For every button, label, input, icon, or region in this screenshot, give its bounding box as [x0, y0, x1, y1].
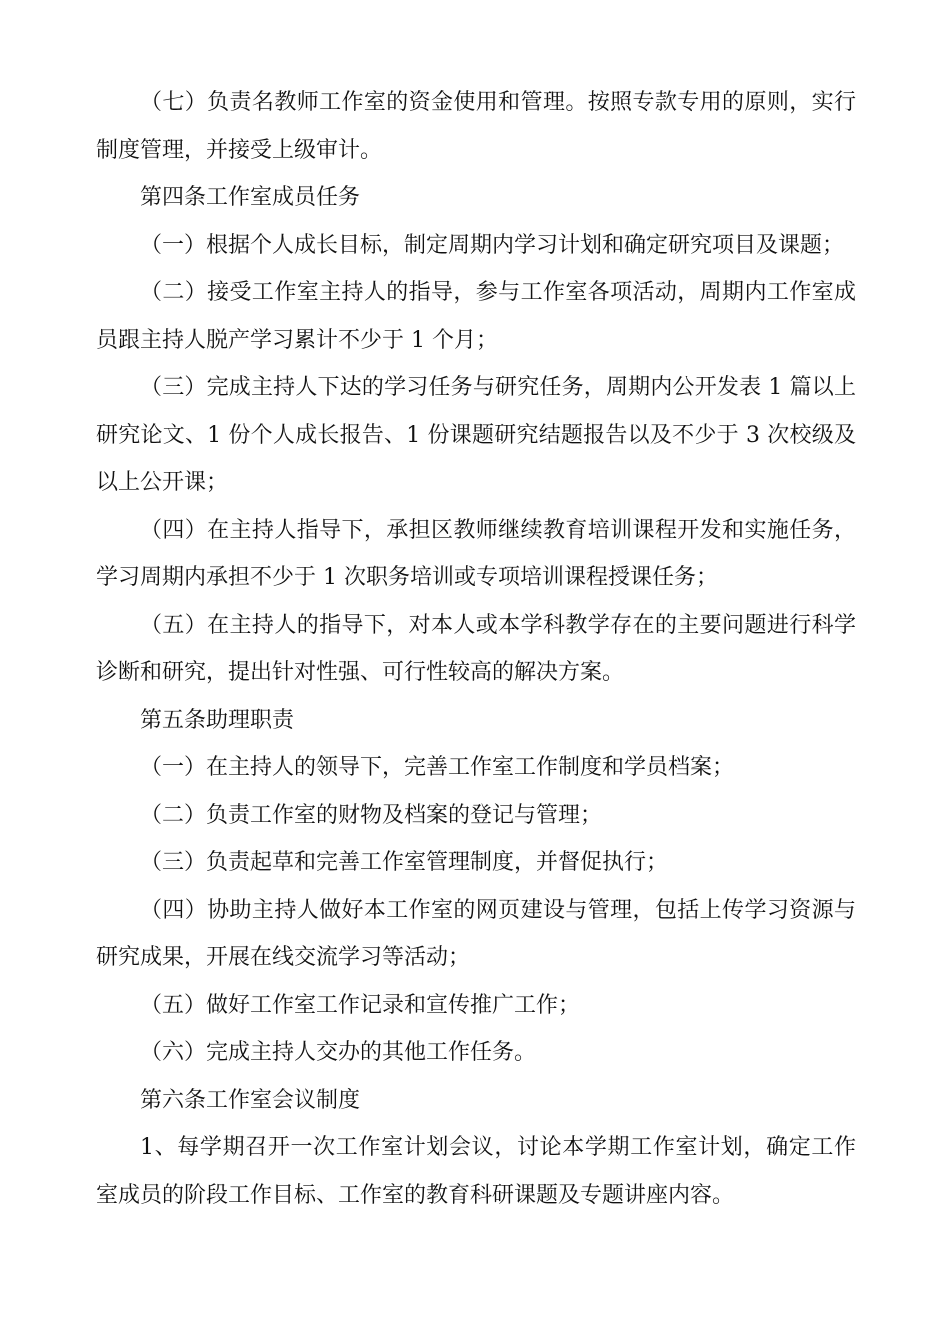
paragraph-member-task-2: （二）接受工作室主持人的指导，参与工作室各项活动，周期内工作室成员跟主持人脱产学习累计不少于 1 个月；	[96, 280, 856, 353]
paragraph-assistant-duty-4: （四）协助主持人做好本工作室的网页建设与管理，包括上传学习资源与研究成果，开展在线交流学习等活动；	[96, 897, 856, 970]
paragraph-meeting-rule-1: 1、每学期召开一次工作室计划会议，讨论本学期工作室计划，确定工作室成员的阶段工作目标、工作室的教育科研课题及专题讲座内容。	[96, 1135, 856, 1208]
paragraph-member-task-5: （五）在主持人的指导下，对本人或本学科教学存在的主要问题进行科学诊断和研究，提出针对性强、可行性较高的解决方案。	[96, 612, 856, 685]
paragraph-assistant-duty-2: （二）负责工作室的财物及档案的登记与管理；	[140, 802, 603, 828]
paragraph-assistant-duty-6: （六）完成主持人交办的其他工作任务。	[140, 1040, 537, 1065]
heading-article-6-meeting-system: 第六条工作室会议制度	[140, 1087, 361, 1113]
document-page	[96, 79, 856, 1219]
heading-article-5-assistant-duties: 第五条助理职责	[140, 707, 295, 733]
heading-article-4-member-tasks: 第四条工作室成员任务	[140, 185, 361, 210]
paragraph-member-task-3: （三）完成主持人下达的学习任务与研究任务，周期内公开发表 1 篇以上研究论文、1 份个人成长报告、1 份课题研究结题报告以及不少于 3 次校级及以上公开课；	[96, 375, 856, 495]
paragraph-member-task-4: （四）在主持人指导下，承担区教师继续教育培训课程开发和实施任务，学习周期内承担不少于 1 次职务培训或专项培训课程授课任务；	[96, 517, 856, 590]
paragraph-member-task-1: （一）根据个人成长目标，制定周期内学习计划和确定研究项目及课题；	[140, 232, 845, 258]
paragraph-assistant-duty-1: （一）在主持人的领导下，完善工作室工作制度和学员档案；	[140, 755, 735, 780]
paragraph-assistant-duty-5: （五）做好工作室工作记录和宣传推广工作；	[140, 992, 581, 1018]
paragraph-clause-7-funds: （七）负责名教师工作室的资金使用和管理。按照专款专用的原则，实行制度管理，并接受上级审计。	[96, 90, 856, 163]
paragraph-assistant-duty-3: （三）负责起草和完善工作室管理制度，并督促执行；	[140, 850, 669, 875]
